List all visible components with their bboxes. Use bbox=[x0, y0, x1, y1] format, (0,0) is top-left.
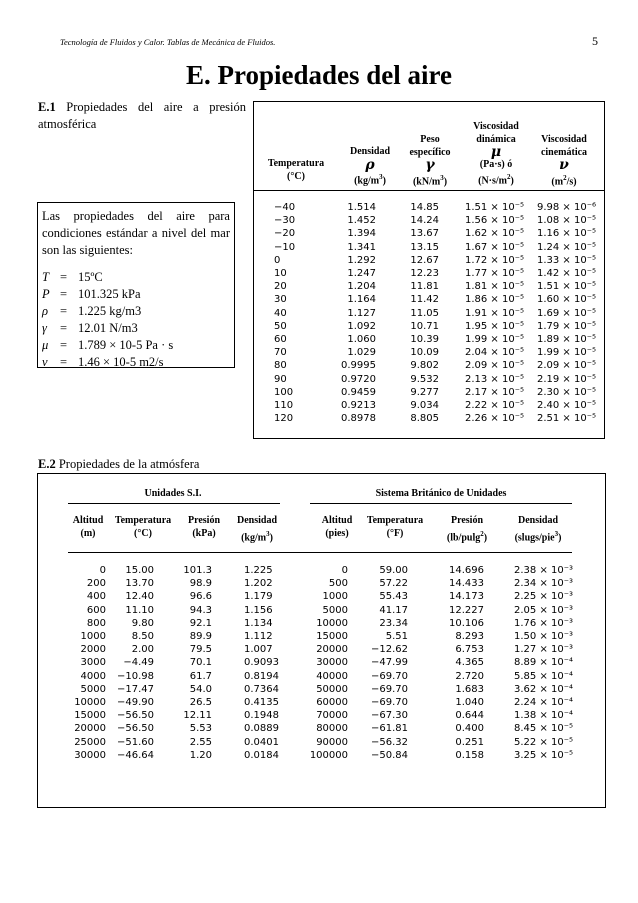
cell-bg-densidad: 2.38 × 10⁻³ bbox=[514, 565, 574, 576]
cell-visc-cinematica: 1.16 × 10⁻⁵ bbox=[536, 228, 596, 240]
standard-sym: ν bbox=[42, 355, 48, 369]
cell-visc-dinamica: 2.22 × 10⁻⁵ bbox=[464, 400, 524, 412]
cell-bg-temperatura: −50.84 bbox=[370, 749, 408, 761]
cell-visc-cinematica: 1.60 × 10⁻⁵ bbox=[536, 294, 596, 306]
cell-peso: 13.67 bbox=[410, 228, 439, 240]
standard-sym: μ bbox=[42, 338, 49, 352]
standard-row bbox=[42, 303, 230, 320]
cell-bg-temperatura: −69.70 bbox=[370, 670, 408, 682]
cell-densidad: 0.9459 bbox=[341, 386, 376, 398]
col-si-altitud bbox=[66, 564, 106, 762]
cell-si-presion: 54.0 bbox=[189, 683, 212, 695]
cell-peso: 12.23 bbox=[410, 268, 439, 280]
cell-visc-dinamica: 1.95 × 10⁻⁵ bbox=[464, 320, 524, 332]
col-bg-densidad bbox=[514, 564, 584, 762]
cell-si-altitud: 4000 bbox=[80, 670, 106, 682]
standard-conditions-box bbox=[37, 202, 235, 368]
standard-rows bbox=[42, 269, 230, 371]
standard-eq: = bbox=[60, 338, 68, 352]
cell-bg-densidad: 3.62 × 10⁻⁴ bbox=[514, 683, 574, 695]
cell-bg-densidad: 1.27 × 10⁻³ bbox=[514, 644, 574, 656]
col-bg-presion bbox=[440, 564, 484, 762]
cell-bg-temperatura: 55.43 bbox=[379, 591, 408, 603]
cell-temperatura: 0 bbox=[274, 254, 281, 266]
cell-visc-cinematica: 1.33 × 10⁻⁵ bbox=[536, 254, 596, 266]
cell-bg-altitud: 70000 bbox=[316, 710, 348, 722]
bg-header-altitud: Altitud (pies) bbox=[321, 515, 353, 539]
standard-val: 1.789 × 10-5 Pa · s bbox=[78, 338, 174, 352]
standard-eq: = bbox=[60, 304, 68, 318]
col-temperatura bbox=[274, 201, 314, 425]
cell-bg-temperatura: −69.70 bbox=[370, 697, 408, 709]
cell-temperatura: −30 bbox=[274, 215, 296, 227]
cell-bg-densidad: 8.89 × 10⁻⁴ bbox=[514, 657, 574, 669]
cell-temperatura: 50 bbox=[274, 320, 287, 332]
cell-bg-densidad: 1.38 × 10⁻⁴ bbox=[514, 710, 574, 722]
cell-visc-dinamica: 2.09 × 10⁻⁵ bbox=[464, 360, 524, 372]
cell-si-temperatura: 13.70 bbox=[125, 578, 154, 590]
standard-val: 101.325 kPa bbox=[78, 287, 141, 301]
cell-visc-cinematica: 1.79 × 10⁻⁵ bbox=[536, 320, 596, 332]
standard-row bbox=[42, 269, 230, 286]
standard-intro: Las propiedades del aire para condiciones estándar a nivel del mar son las siguientes: bbox=[42, 209, 230, 257]
cell-visc-cinematica: 2.40 × 10⁻⁵ bbox=[536, 400, 596, 412]
cell-densidad: 1.029 bbox=[347, 347, 376, 359]
cell-densidad: 1.060 bbox=[347, 334, 376, 346]
cell-bg-presion: 14.173 bbox=[449, 591, 484, 603]
cell-peso: 9.034 bbox=[410, 400, 439, 412]
cell-bg-densidad: 2.05 × 10⁻³ bbox=[514, 604, 574, 616]
cell-visc-cinematica: 2.19 × 10⁻⁵ bbox=[536, 373, 596, 385]
cell-peso: 11.05 bbox=[410, 307, 439, 319]
cell-si-densidad: 1.179 bbox=[244, 591, 273, 603]
cell-bg-altitud: 5000 bbox=[322, 604, 348, 616]
bg-group-rule bbox=[310, 503, 572, 504]
cell-si-presion: 96.6 bbox=[189, 591, 212, 603]
cell-bg-temperatura: 5.51 bbox=[385, 631, 408, 643]
cell-si-densidad: 1.134 bbox=[244, 617, 273, 629]
cell-bg-densidad: 1.76 × 10⁻³ bbox=[514, 617, 574, 629]
col-si-presion bbox=[176, 564, 212, 762]
cell-bg-densidad: 2.34 × 10⁻³ bbox=[514, 578, 574, 590]
standard-row bbox=[42, 354, 230, 371]
bg-group-title: Sistema Británico de Unidades bbox=[375, 488, 507, 499]
cell-visc-dinamica: 1.62 × 10⁻⁵ bbox=[464, 228, 524, 240]
cell-bg-presion: 10.106 bbox=[449, 617, 484, 629]
cell-si-temperatura: 9.80 bbox=[131, 617, 154, 629]
bg-header-presion: Presión (lb/pulg$^2$) bbox=[446, 515, 488, 543]
cell-bg-temperatura: −61.81 bbox=[370, 723, 408, 735]
cell-bg-densidad: 1.50 × 10⁻³ bbox=[514, 631, 574, 643]
cell-si-densidad: 0.4135 bbox=[244, 697, 279, 709]
cell-si-altitud: 200 bbox=[86, 578, 106, 590]
page-title: E. Propiedades del aire bbox=[185, 60, 452, 90]
cell-bg-altitud: 100000 bbox=[309, 749, 348, 761]
col-si-temperatura bbox=[110, 564, 154, 762]
cell-visc-dinamica: 1.56 × 10⁻⁵ bbox=[464, 215, 524, 227]
cell-si-temperatura: 2.00 bbox=[131, 644, 154, 656]
cell-bg-presion: 8.293 bbox=[455, 631, 484, 643]
cell-si-altitud: 30000 bbox=[74, 749, 106, 761]
cell-si-altitud: 2000 bbox=[80, 644, 106, 656]
cell-si-presion: 79.5 bbox=[189, 644, 212, 656]
standard-val: 15ºC bbox=[78, 270, 103, 284]
cell-peso: 11.81 bbox=[410, 281, 439, 293]
col-bg-temperatura bbox=[362, 564, 408, 762]
cell-si-presion: 98.9 bbox=[189, 578, 212, 590]
cell-si-presion: 89.9 bbox=[189, 631, 212, 643]
cell-visc-dinamica: 2.17 × 10⁻⁵ bbox=[464, 386, 524, 398]
col-viscosidad-cinematica bbox=[524, 201, 596, 425]
cell-si-altitud: 25000 bbox=[74, 736, 106, 748]
cell-visc-cinematica: 1.24 × 10⁻⁵ bbox=[536, 241, 596, 253]
standard-eq: = bbox=[60, 270, 68, 284]
bg-header-temperatura: Temperatura (°F) bbox=[366, 515, 424, 539]
cell-bg-altitud: 90000 bbox=[316, 736, 348, 748]
section-text: Propiedades del aire a presión atmosférica bbox=[38, 100, 247, 131]
cell-bg-temperatura: −67.30 bbox=[370, 710, 408, 722]
cell-bg-densidad: 3.25 × 10⁻⁵ bbox=[514, 749, 574, 761]
cell-peso: 14.85 bbox=[410, 202, 439, 213]
cell-densidad: 1.452 bbox=[347, 215, 376, 227]
cell-si-densidad: 0.8194 bbox=[244, 670, 279, 682]
cell-si-presion: 61.7 bbox=[189, 670, 212, 682]
col-si-densidad bbox=[244, 564, 294, 762]
cell-visc-cinematica: 1.99 × 10⁻⁵ bbox=[536, 347, 596, 359]
cell-peso: 9.277 bbox=[410, 386, 439, 398]
standard-eq: = bbox=[60, 355, 68, 369]
si-header-densidad: Densidad $(kg/m^3)$ bbox=[236, 515, 277, 543]
standard-val: 12.01 N/m3 bbox=[78, 321, 138, 335]
standard-row bbox=[42, 286, 230, 303]
cell-bg-altitud: 1000 bbox=[322, 591, 348, 603]
cell-peso: 14.24 bbox=[410, 215, 439, 227]
si-group-rule bbox=[68, 503, 280, 504]
cell-si-temperatura: −56.50 bbox=[116, 710, 154, 722]
standard-sym: γ bbox=[42, 321, 47, 335]
cell-visc-dinamica: 1.91 × 10⁻⁵ bbox=[464, 307, 524, 319]
cell-bg-presion: 6.753 bbox=[455, 644, 484, 656]
page-number: 5 bbox=[592, 34, 598, 48]
cell-si-altitud: 15000 bbox=[74, 710, 106, 722]
cell-bg-presion: 0.251 bbox=[455, 736, 484, 748]
cell-si-densidad: 0.0889 bbox=[244, 723, 279, 735]
cell-temperatura: 100 bbox=[274, 386, 294, 398]
cell-si-densidad: 0.0184 bbox=[244, 749, 279, 761]
cell-temperatura: 90 bbox=[274, 373, 287, 385]
cell-si-temperatura: 8.50 bbox=[131, 631, 154, 643]
cell-densidad: 1.394 bbox=[347, 228, 376, 240]
cell-densidad: 0.9995 bbox=[341, 360, 376, 372]
cell-densidad: 0.8978 bbox=[341, 413, 376, 425]
cell-si-temperatura: −4.49 bbox=[123, 657, 154, 669]
cell-si-presion: 2.55 bbox=[189, 736, 212, 748]
cell-peso: 10.09 bbox=[410, 347, 439, 359]
header-densidad: Densidad ρ $(kg/m^3)$ bbox=[349, 146, 390, 187]
cell-si-densidad: 1.112 bbox=[244, 631, 273, 643]
cell-si-densidad: 0.0401 bbox=[244, 736, 279, 748]
cell-si-presion: 92.1 bbox=[189, 617, 212, 629]
cell-si-densidad: 1.202 bbox=[244, 578, 273, 590]
cell-temperatura: 80 bbox=[274, 360, 287, 372]
cell-visc-dinamica: 1.81 × 10⁻⁵ bbox=[464, 281, 524, 293]
cell-si-altitud: 3000 bbox=[80, 657, 106, 669]
cell-bg-temperatura: 59.00 bbox=[379, 565, 408, 576]
cell-bg-presion: 14.696 bbox=[449, 565, 484, 576]
header-viscosidad-dinamica: Viscosidad dinámica μ (Pa·s) ó $(N\cdot s/m^2)$ bbox=[473, 121, 519, 187]
header-rule bbox=[254, 190, 604, 191]
cell-bg-presion: 12.227 bbox=[449, 604, 484, 616]
section-heading-e2 bbox=[38, 456, 199, 473]
si-header-presion: Presión (kPa) bbox=[187, 515, 221, 539]
cell-si-presion: 12.11 bbox=[183, 710, 212, 722]
cell-bg-altitud: 60000 bbox=[316, 697, 348, 709]
cell-bg-densidad: 8.45 × 10⁻⁵ bbox=[514, 723, 574, 735]
cell-peso: 10.71 bbox=[410, 320, 439, 332]
cell-bg-altitud: 15000 bbox=[316, 631, 348, 643]
si-header-temperatura: Temperatura (°C) bbox=[114, 515, 172, 539]
cell-temperatura: 10 bbox=[274, 268, 287, 280]
cell-bg-presion: 0.158 bbox=[455, 749, 484, 761]
cell-si-temperatura: −46.64 bbox=[116, 749, 154, 761]
cell-bg-altitud: 80000 bbox=[316, 723, 348, 735]
header-temperatura: Temperatura (°C) bbox=[267, 158, 325, 182]
cell-bg-temperatura: 57.22 bbox=[379, 578, 408, 590]
cell-bg-densidad: 5.85 × 10⁻⁴ bbox=[514, 670, 574, 682]
cell-si-densidad: 0.9093 bbox=[244, 657, 279, 669]
cell-temperatura: 60 bbox=[274, 334, 287, 346]
cell-densidad: 1.292 bbox=[347, 254, 376, 266]
cell-si-densidad: 1.007 bbox=[244, 644, 273, 656]
cell-visc-cinematica: 1.51 × 10⁻⁵ bbox=[536, 281, 596, 293]
cell-si-altitud: 5000 bbox=[80, 683, 106, 695]
cell-bg-altitud: 20000 bbox=[316, 644, 348, 656]
cell-si-altitud: 20000 bbox=[74, 723, 106, 735]
standard-sym: ρ bbox=[42, 304, 48, 318]
cell-temperatura: 70 bbox=[274, 347, 287, 359]
standard-val: 1.225 kg/m3 bbox=[78, 304, 142, 318]
cell-densidad: 0.9213 bbox=[341, 400, 376, 412]
standard-val: 1.46 × 10-5 m2/s bbox=[78, 355, 164, 369]
cell-visc-cinematica: 1.89 × 10⁻⁵ bbox=[536, 334, 596, 346]
col-peso-especifico bbox=[399, 201, 439, 425]
cell-densidad: 1.092 bbox=[347, 320, 376, 332]
header-peso-especifico: Peso específico γ $(kN/m^3)$ bbox=[409, 134, 451, 187]
cell-peso: 10.39 bbox=[410, 334, 439, 346]
col-viscosidad-dinamica bbox=[454, 201, 524, 425]
cell-bg-presion: 0.644 bbox=[455, 710, 484, 722]
cell-visc-cinematica: 2.09 × 10⁻⁵ bbox=[536, 360, 596, 372]
si-header-altitud: Altitud (m) bbox=[72, 515, 104, 539]
cell-si-presion: 101.3 bbox=[183, 565, 212, 576]
cell-visc-dinamica: 1.86 × 10⁻⁵ bbox=[464, 294, 524, 306]
cell-visc-dinamica: 2.26 × 10⁻⁵ bbox=[464, 413, 524, 425]
cell-visc-dinamica: 1.77 × 10⁻⁵ bbox=[464, 268, 524, 280]
cell-si-presion: 5.53 bbox=[189, 723, 212, 735]
cell-si-presion: 1.20 bbox=[189, 749, 212, 761]
cell-temperatura: 40 bbox=[274, 307, 287, 319]
running-header: Tecnología de Fluidos y Calor. Tablas de Mecánica de Fluidos. bbox=[60, 37, 276, 47]
bg-header-densidad: Densidad (slugs/pie$^3$) bbox=[514, 515, 562, 543]
cell-bg-densidad: 2.25 × 10⁻³ bbox=[514, 591, 574, 603]
cell-temperatura: −40 bbox=[274, 202, 296, 213]
cell-bg-temperatura: 23.34 bbox=[379, 617, 408, 629]
section-heading-e1 bbox=[38, 99, 246, 133]
cell-visc-cinematica: 1.08 × 10⁻⁵ bbox=[536, 215, 596, 227]
cell-si-temperatura: −51.60 bbox=[116, 736, 154, 748]
cell-bg-temperatura: 41.17 bbox=[379, 604, 408, 616]
cell-si-temperatura: 15.00 bbox=[125, 565, 154, 576]
cell-bg-presion: 4.365 bbox=[455, 657, 484, 669]
cell-si-altitud: 400 bbox=[86, 591, 106, 603]
cell-visc-dinamica: 2.13 × 10⁻⁵ bbox=[464, 373, 524, 385]
section-number: E.2 bbox=[38, 457, 56, 471]
cell-si-altitud: 600 bbox=[86, 604, 106, 616]
cell-bg-presion: 2.720 bbox=[455, 670, 484, 682]
cell-si-temperatura: −56.50 bbox=[116, 723, 154, 735]
cell-si-altitud: 800 bbox=[86, 617, 106, 629]
cell-bg-altitud: 10000 bbox=[316, 617, 348, 629]
cell-peso: 8.805 bbox=[410, 413, 439, 425]
cell-temperatura: 30 bbox=[274, 294, 287, 306]
standard-sym: P bbox=[42, 287, 50, 301]
cell-temperatura: 20 bbox=[274, 281, 287, 293]
cell-peso: 11.42 bbox=[410, 294, 439, 306]
cell-visc-dinamica: 1.67 × 10⁻⁵ bbox=[464, 241, 524, 253]
cell-densidad: 1.127 bbox=[347, 307, 376, 319]
cell-si-temperatura: 12.40 bbox=[125, 591, 154, 603]
col-bg-altitud bbox=[300, 564, 348, 762]
cell-visc-dinamica: 2.04 × 10⁻⁵ bbox=[464, 347, 524, 359]
cell-visc-dinamica: 1.72 × 10⁻⁵ bbox=[464, 254, 524, 266]
cell-visc-cinematica: 1.42 × 10⁻⁵ bbox=[536, 268, 596, 280]
cell-bg-altitud: 0 bbox=[341, 565, 348, 576]
cell-densidad: 1.514 bbox=[347, 202, 376, 213]
cell-visc-dinamica: 1.51 × 10⁻⁵ bbox=[464, 202, 524, 213]
cell-si-altitud: 10000 bbox=[74, 697, 106, 709]
cell-si-temperatura: 11.10 bbox=[125, 604, 154, 616]
atmosphere-table bbox=[37, 473, 606, 808]
cell-temperatura: 110 bbox=[274, 400, 294, 412]
cell-si-temperatura: −49.90 bbox=[116, 697, 154, 709]
cell-bg-presion: 1.040 bbox=[455, 697, 484, 709]
cell-densidad: 0.9720 bbox=[341, 373, 376, 385]
standard-row bbox=[42, 337, 230, 354]
standard-sym: T bbox=[42, 270, 49, 284]
section-text: Propiedades de la atmósfera bbox=[58, 457, 200, 471]
standard-row bbox=[42, 320, 230, 337]
cell-bg-densidad: 5.22 × 10⁻⁵ bbox=[514, 736, 574, 748]
cell-peso: 9.802 bbox=[410, 360, 439, 372]
cell-si-altitud: 0 bbox=[99, 565, 106, 576]
cell-si-altitud: 1000 bbox=[80, 631, 106, 643]
cell-bg-altitud: 500 bbox=[328, 578, 348, 590]
cell-bg-densidad: 2.24 × 10⁻⁴ bbox=[514, 697, 574, 709]
cell-visc-cinematica: 2.30 × 10⁻⁵ bbox=[536, 386, 596, 398]
cell-densidad: 1.204 bbox=[347, 281, 376, 293]
cell-peso: 9.532 bbox=[410, 373, 439, 385]
cell-si-temperatura: −10.98 bbox=[116, 670, 154, 682]
cell-bg-temperatura: −47.99 bbox=[370, 657, 408, 669]
cell-si-densidad: 1.156 bbox=[244, 604, 273, 616]
standard-eq: = bbox=[60, 287, 68, 301]
cell-si-temperatura: −17.47 bbox=[116, 683, 154, 695]
cell-si-densidad: 0.7364 bbox=[244, 683, 279, 695]
table2-header-rule bbox=[68, 552, 572, 553]
cell-visc-dinamica: 1.99 × 10⁻⁵ bbox=[464, 334, 524, 346]
cell-peso: 13.15 bbox=[410, 241, 439, 253]
cell-bg-altitud: 30000 bbox=[316, 657, 348, 669]
cell-bg-altitud: 50000 bbox=[316, 683, 348, 695]
cell-temperatura: −20 bbox=[274, 228, 296, 240]
cell-si-densidad: 0.1948 bbox=[244, 710, 279, 722]
cell-bg-altitud: 40000 bbox=[316, 670, 348, 682]
section-number: E.1 bbox=[38, 100, 56, 114]
cell-visc-cinematica: 9.98 × 10⁻⁶ bbox=[536, 202, 596, 213]
air-properties-table bbox=[253, 101, 605, 439]
col-densidad bbox=[334, 201, 376, 425]
cell-bg-temperatura: −69.70 bbox=[370, 683, 408, 695]
si-group-title: Unidades S.I. bbox=[144, 488, 202, 499]
cell-si-presion: 94.3 bbox=[189, 604, 212, 616]
cell-bg-presion: 14.433 bbox=[449, 578, 484, 590]
cell-visc-cinematica: 2.51 × 10⁻⁵ bbox=[536, 413, 596, 425]
cell-si-presion: 70.1 bbox=[189, 657, 212, 669]
cell-bg-temperatura: −12.62 bbox=[370, 644, 408, 656]
cell-densidad: 1.247 bbox=[347, 268, 376, 280]
cell-bg-presion: 0.400 bbox=[455, 723, 484, 735]
header-viscosidad-cinematica: Viscosidad cinemática ν $(m^2/s)$ bbox=[540, 134, 588, 187]
cell-temperatura: −10 bbox=[274, 241, 296, 253]
standard-eq: = bbox=[60, 321, 68, 335]
cell-si-densidad: 1.225 bbox=[244, 565, 273, 576]
cell-visc-cinematica: 1.69 × 10⁻⁵ bbox=[536, 307, 596, 319]
cell-bg-presion: 1.683 bbox=[455, 683, 484, 695]
cell-densidad: 1.164 bbox=[347, 294, 376, 306]
cell-peso: 12.67 bbox=[410, 254, 439, 266]
cell-si-presion: 26.5 bbox=[189, 697, 212, 709]
cell-densidad: 1.341 bbox=[347, 241, 376, 253]
cell-bg-temperatura: −56.32 bbox=[370, 736, 408, 748]
cell-temperatura: 120 bbox=[274, 413, 294, 425]
